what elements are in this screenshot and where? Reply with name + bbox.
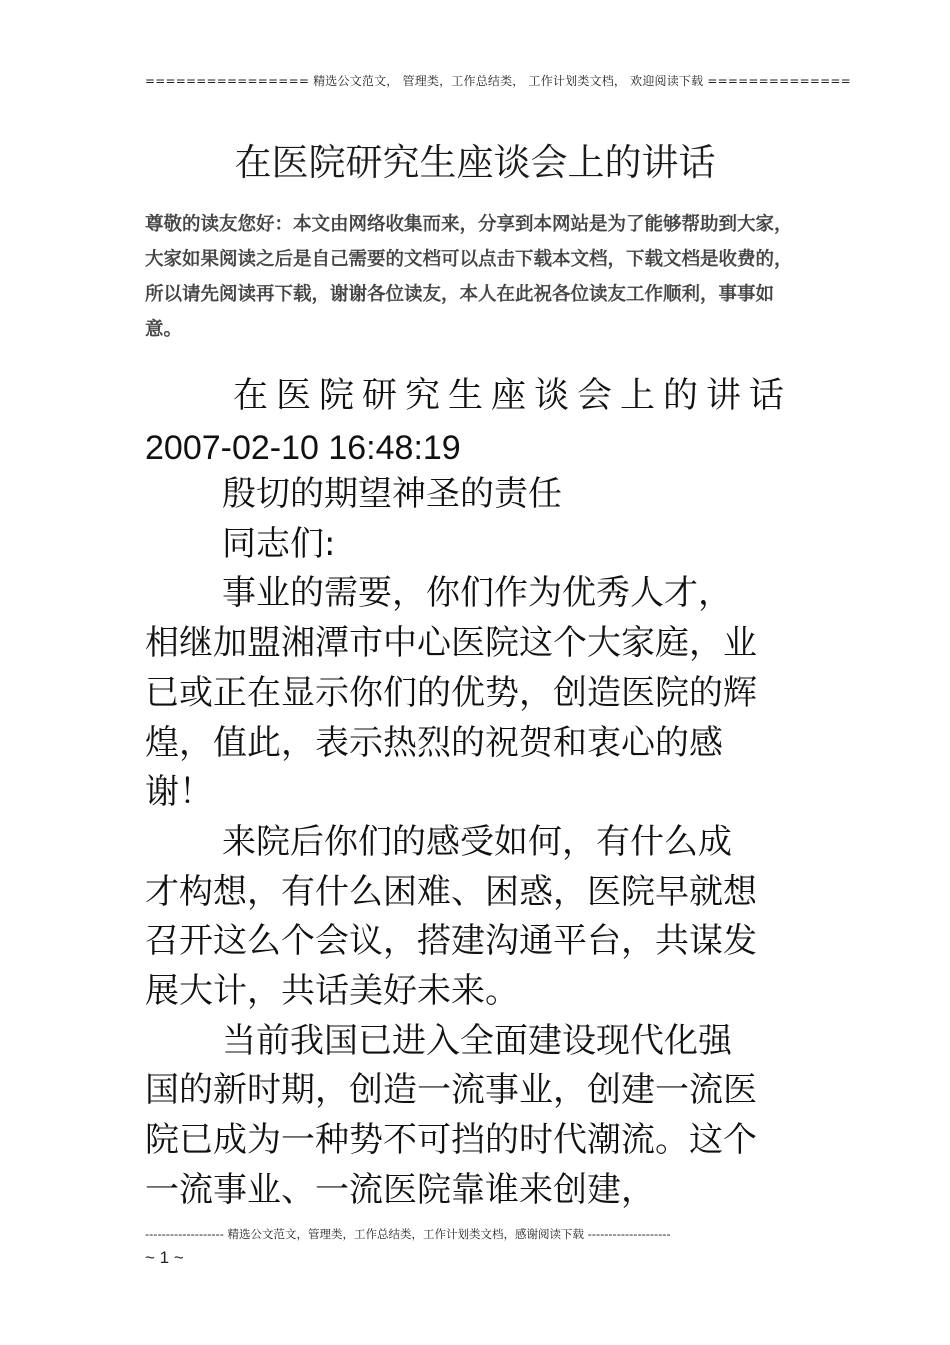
page-footer: ------------------- 精选公文范文，管理类，工作总结类，工作计划类文档，感谢阅读下载 -------------------- xyxy=(145,1227,671,1241)
body-text xyxy=(145,470,765,1216)
paragraph: 事业的需要，你们作为优秀人才，相继加盟湘潭市中心医院这个大家庭，业已或正在显示你们的优势，创造医院的辉煌，值此，表示热烈的祝贺和衷心的感谢！ xyxy=(145,573,757,813)
reader-notice: 尊敬的读友您好：本文由网络收集而来，分享到本网站是为了能够帮助到大家，大家如果阅读之后是自己需要的文档可以点击下载本文档，下载文档是收费的，所以请先阅读再下载，谢谢各位读友，本人在此祝各位读友工作顺利，事事如意。 xyxy=(145,214,793,340)
timestamp: 2007-02-10 16:48:19 xyxy=(145,429,461,467)
paragraph-subtitle: 殷切的期望神圣的责任 xyxy=(222,474,562,514)
paragraph: 当前我国已进入全面建设现代化强国的新时期，创造一流事业，创建一流医院已成为一种势不可挡的时代潮流。这个一流事业、一流医院靠谁来创建， xyxy=(145,1020,757,1210)
page-header: ================ 精选公文范文， 管理类，工作总结类， 工作计划类文档， 欢迎阅读下载 ============== xyxy=(145,74,851,88)
paragraph-salutation: 同志们: xyxy=(222,523,336,564)
page-number: ~ 1 ~ xyxy=(145,1248,184,1267)
paragraph: 来院后你们的感受如何，有什么成才构想，有什么困难、困惑，医院早就想召开这么个会议，搭建沟通平台，共谋发展大计，共话美好未来。 xyxy=(145,821,757,1012)
document-title: 在医院研究生座谈会上的讲话 xyxy=(234,141,716,184)
body-title: 在医院研究生座谈会上的讲话 xyxy=(233,376,793,416)
